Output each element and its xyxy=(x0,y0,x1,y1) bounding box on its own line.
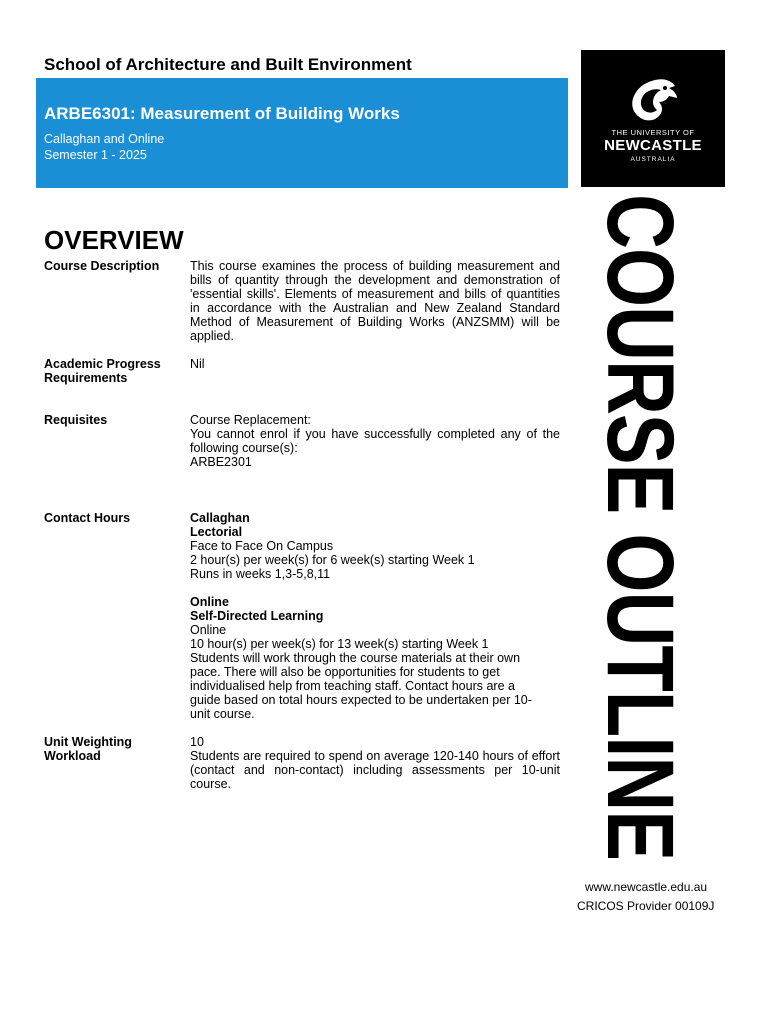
academic-progress-label xyxy=(44,357,184,385)
callaghan-type: Lectorial xyxy=(190,525,243,539)
academic-progress-label-line2: Requirements xyxy=(44,371,128,385)
workload-text: Students are required to spend on average 120-140 hours of effort (contact and non-contact) including assessments per 10-unit course. xyxy=(190,749,560,791)
requisites-line-1: Course Replacement: xyxy=(190,413,311,427)
course-outline-text: COURSE OUTLINE xyxy=(586,194,693,860)
cricos-provider: CRICOS Provider 00109J xyxy=(577,899,715,913)
unit-weighting-label xyxy=(44,735,184,763)
university-logo xyxy=(581,50,725,187)
course-location: Callaghan and Online xyxy=(44,132,165,146)
online-hours: 10 hour(s) per week(s) for 13 week(s) starting Week 1 xyxy=(190,637,489,651)
online-mode: Online xyxy=(190,623,227,637)
side-banner xyxy=(584,187,694,867)
contact-hours-content xyxy=(190,511,560,721)
website-link[interactable]: www.newcastle.edu.au xyxy=(585,880,708,894)
school-name: School of Architecture and Built Environment xyxy=(44,55,412,74)
unit-weighting-content xyxy=(190,735,560,791)
course-banner xyxy=(36,78,568,188)
academic-progress-value: Nil xyxy=(190,357,205,371)
requisites-line-3: ARBE2301 xyxy=(190,455,252,469)
unit-weighting-label-line1: Unit Weighting xyxy=(44,735,132,749)
requisites-content xyxy=(190,413,560,469)
logo-line-1: THE UNIVERSITY OF xyxy=(611,128,695,137)
logo-line-3: AUSTRALIA xyxy=(630,156,676,163)
contact-hours-label: Contact Hours xyxy=(44,511,131,525)
unit-weighting-label-line2: Workload xyxy=(44,749,101,763)
course-title: ARBE6301: Measurement of Building Works xyxy=(44,104,400,123)
online-type: Self-Directed Learning xyxy=(190,609,324,623)
academic-progress-label-line1: Academic Progress xyxy=(44,357,161,371)
callaghan-campus: Callaghan xyxy=(190,511,250,525)
course-description-text: This course examines the process of building measurement and bills of quantity through the development and demonstration of 'essential skills'. Elements of measurement and bills of quantities in accordance with the Australian and New Zealand Standard Method of Measurement of Building Works (ANZSMM) will be applied. xyxy=(190,259,560,343)
requisites-label: Requisites xyxy=(44,413,108,427)
course-description-label: Course Description xyxy=(44,259,160,273)
requisites-line-2: You cannot enrol if you have successfully completed any of the following course(s): xyxy=(190,427,560,455)
callaghan-mode: Face to Face On Campus xyxy=(190,539,334,553)
logo-line-2: NEWCASTLE xyxy=(604,137,702,154)
overview-heading: OVERVIEW xyxy=(44,225,184,255)
callaghan-hours: 2 hour(s) per week(s) for 6 week(s) starting Week 1 xyxy=(190,553,475,567)
callaghan-weeks: Runs in weeks 1,3-5,8,11 xyxy=(190,567,331,581)
online-note: Students will work through the course materials at their own pace. There will also be opportunities for students to get individualised help from teaching staff. Contact hours are a guide based on total hours expected to be undertaken per 10-unit course. xyxy=(190,651,532,721)
course-semester: Semester 1 - 2025 xyxy=(44,148,147,162)
unit-weighting-value: 10 xyxy=(190,735,204,749)
online-campus: Online xyxy=(190,595,229,609)
seahorse-logo-icon xyxy=(625,76,681,122)
